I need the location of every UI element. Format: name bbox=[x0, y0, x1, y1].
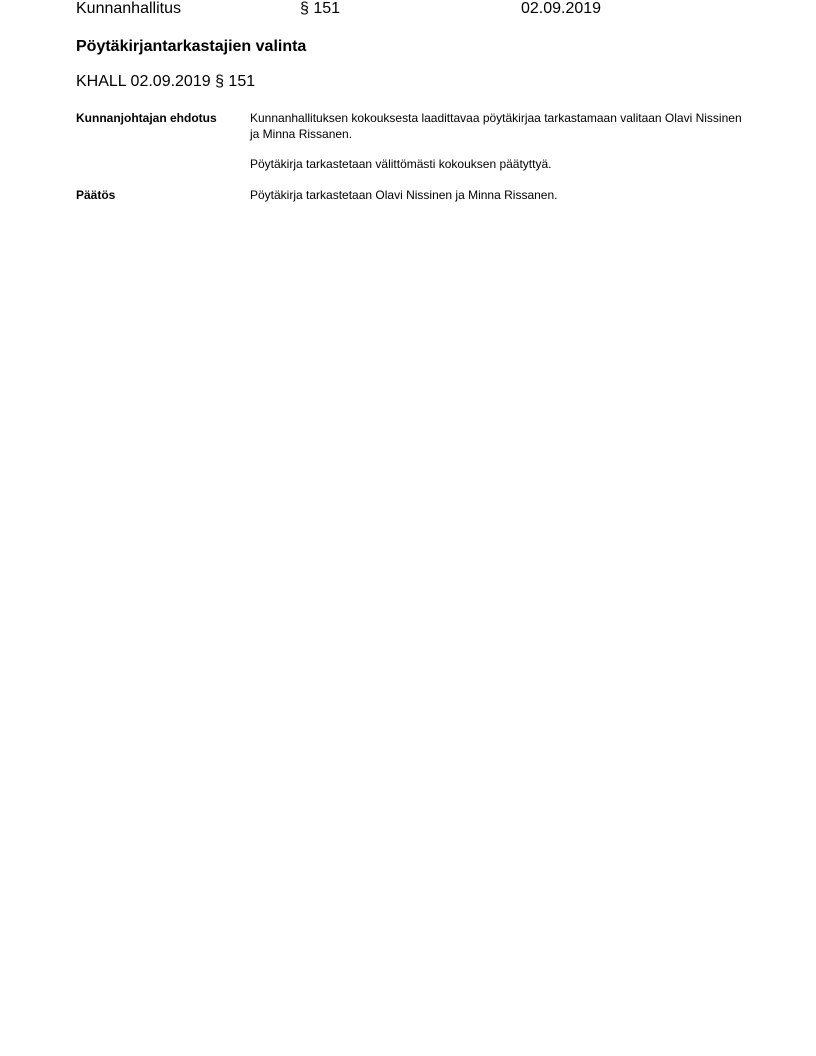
decision-paragraph: Pöytäkirja tarkastetaan Olavi Nissinen ja Minna Rissanen. bbox=[250, 188, 558, 202]
item-reference: KHALL 02.09.2019 § 151 bbox=[76, 73, 256, 90]
meeting-date: 02.09.2019 bbox=[521, 0, 602, 17]
proposal-paragraph: Kunnanhallituksen kokouksesta laadittavaa pöytäkirjaa tarkastamaan valitaan Olavi Nissinen ja Minna Rissanen. bbox=[250, 111, 742, 141]
decision-content bbox=[250, 187, 750, 203]
organ-name: Kunnanhallitus bbox=[76, 0, 181, 17]
section-number: § 151 bbox=[300, 0, 341, 17]
item-title: Pöytäkirjantarkastajien valinta bbox=[76, 38, 307, 55]
page-header bbox=[76, 0, 756, 20]
decision-label: Päätös bbox=[76, 188, 116, 202]
proposal-paragraph: Pöytäkirja tarkastetaan välittömästi kokouksen päätyttyä. bbox=[250, 157, 552, 171]
proposal-content bbox=[250, 110, 750, 172]
proposal-label: Kunnanjohtajan ehdotus bbox=[76, 111, 217, 125]
